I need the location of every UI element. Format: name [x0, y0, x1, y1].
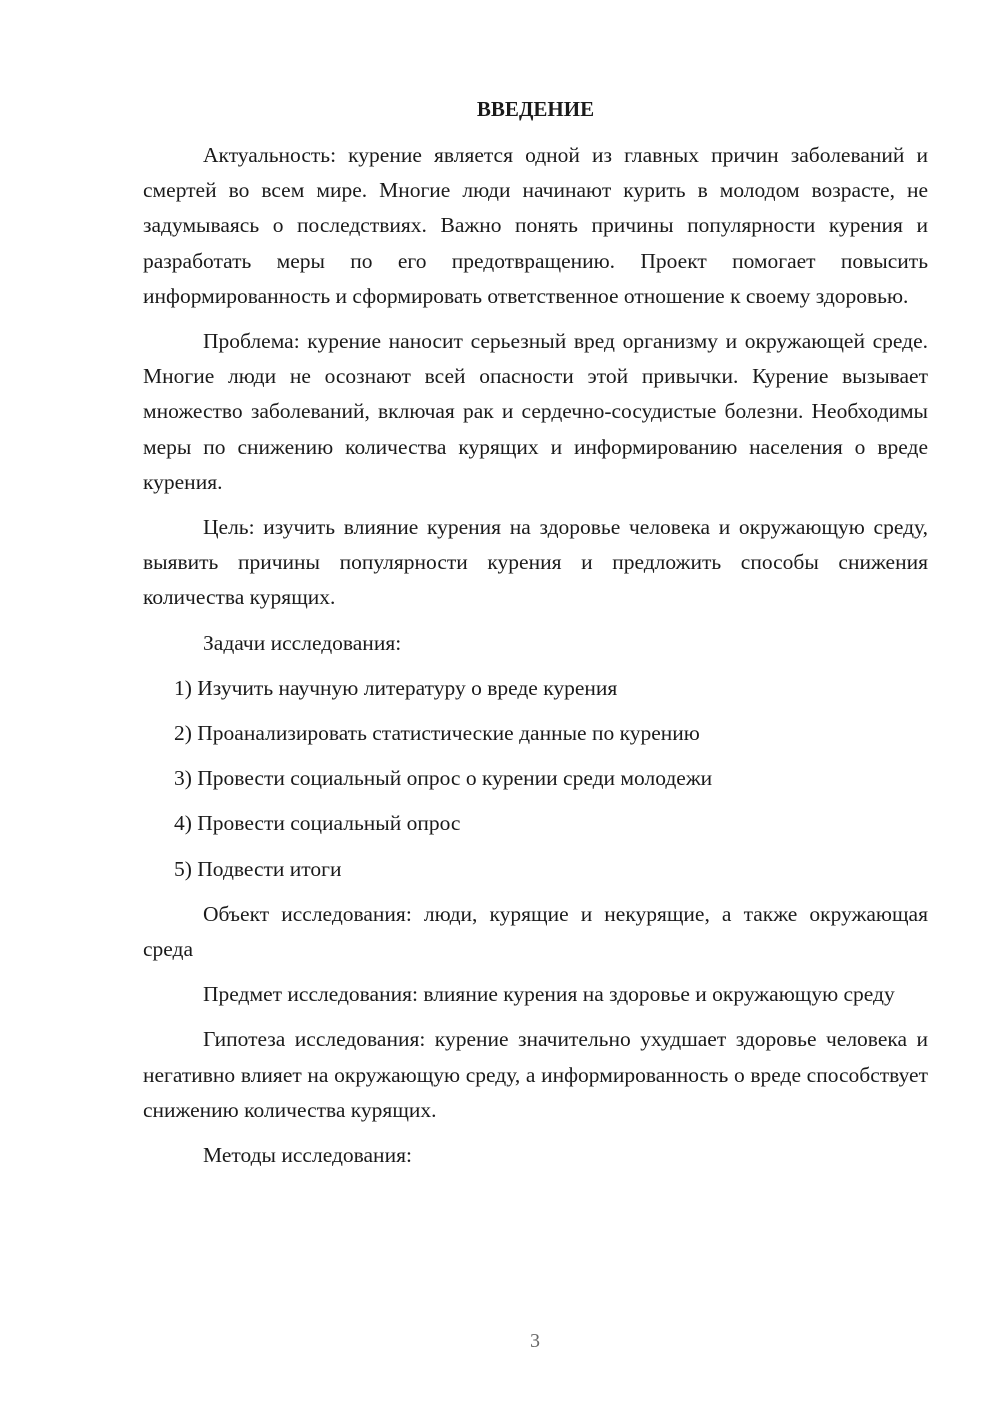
paragraph-relevance: Актуальность: курение является одной из главных причин заболеваний и смертей во всем мире. Многие люди начинают курить в молодом возрасте, не задумываясь о последствиях. Важно понять причины популярности курения и разработать меры по его предотвращению. Проект помогает повысить информированность и сформировать ответственное отношение к своему здоровью.: [143, 143, 928, 308]
list-item: 4) Провести социальный опрос: [174, 811, 461, 836]
paragraph-subject: Предмет исследования: влияние курения на здоровье и окружающую среду: [203, 982, 895, 1007]
page-number: 3: [530, 1330, 540, 1352]
paragraph-object: Объект исследования: люди, курящие и некурящие, а также окружающая среда: [143, 901, 928, 962]
tasks-heading: Задачи исследования:: [203, 630, 402, 655]
tasks-list: [143, 671, 928, 887]
paragraph-problem: Проблема: курение наносит серьезный вред организму и окружающей среде. Многие люди не осознают всей опасности этой привычки. Курение вызывает множество заболеваний, включая рак и сердечно-сосудистые болезни. Необходимы меры по снижению количества курящих и информированию населения о вреде курения.: [143, 329, 928, 494]
list-item: 2) Проанализировать статистические данные по курению: [174, 721, 700, 746]
list-item: 3) Провести социальный опрос о курении среди молодежи: [174, 766, 713, 791]
methods-heading: Методы исследования:: [203, 1143, 412, 1168]
paragraph-hypothesis: Гипотеза исследования: курение значительно ухудшает здоровье человека и негативно влияет на окружающую среду, а информированность о вреде способствует снижению количества курящих.: [143, 1027, 928, 1122]
list-item: 5) Подвести итоги: [174, 856, 342, 881]
paragraph-goal: Цель: изучить влияние курения на здоровье человека и окружающую среду, выявить причины популярности курения и предложить способы снижения количества курящих.: [143, 515, 928, 610]
list-item: 1) Изучить научную литературу о вреде курения: [174, 675, 618, 700]
document-page: [143, 92, 928, 1183]
page-title: ВВЕДЕНИЕ: [476, 97, 595, 121]
